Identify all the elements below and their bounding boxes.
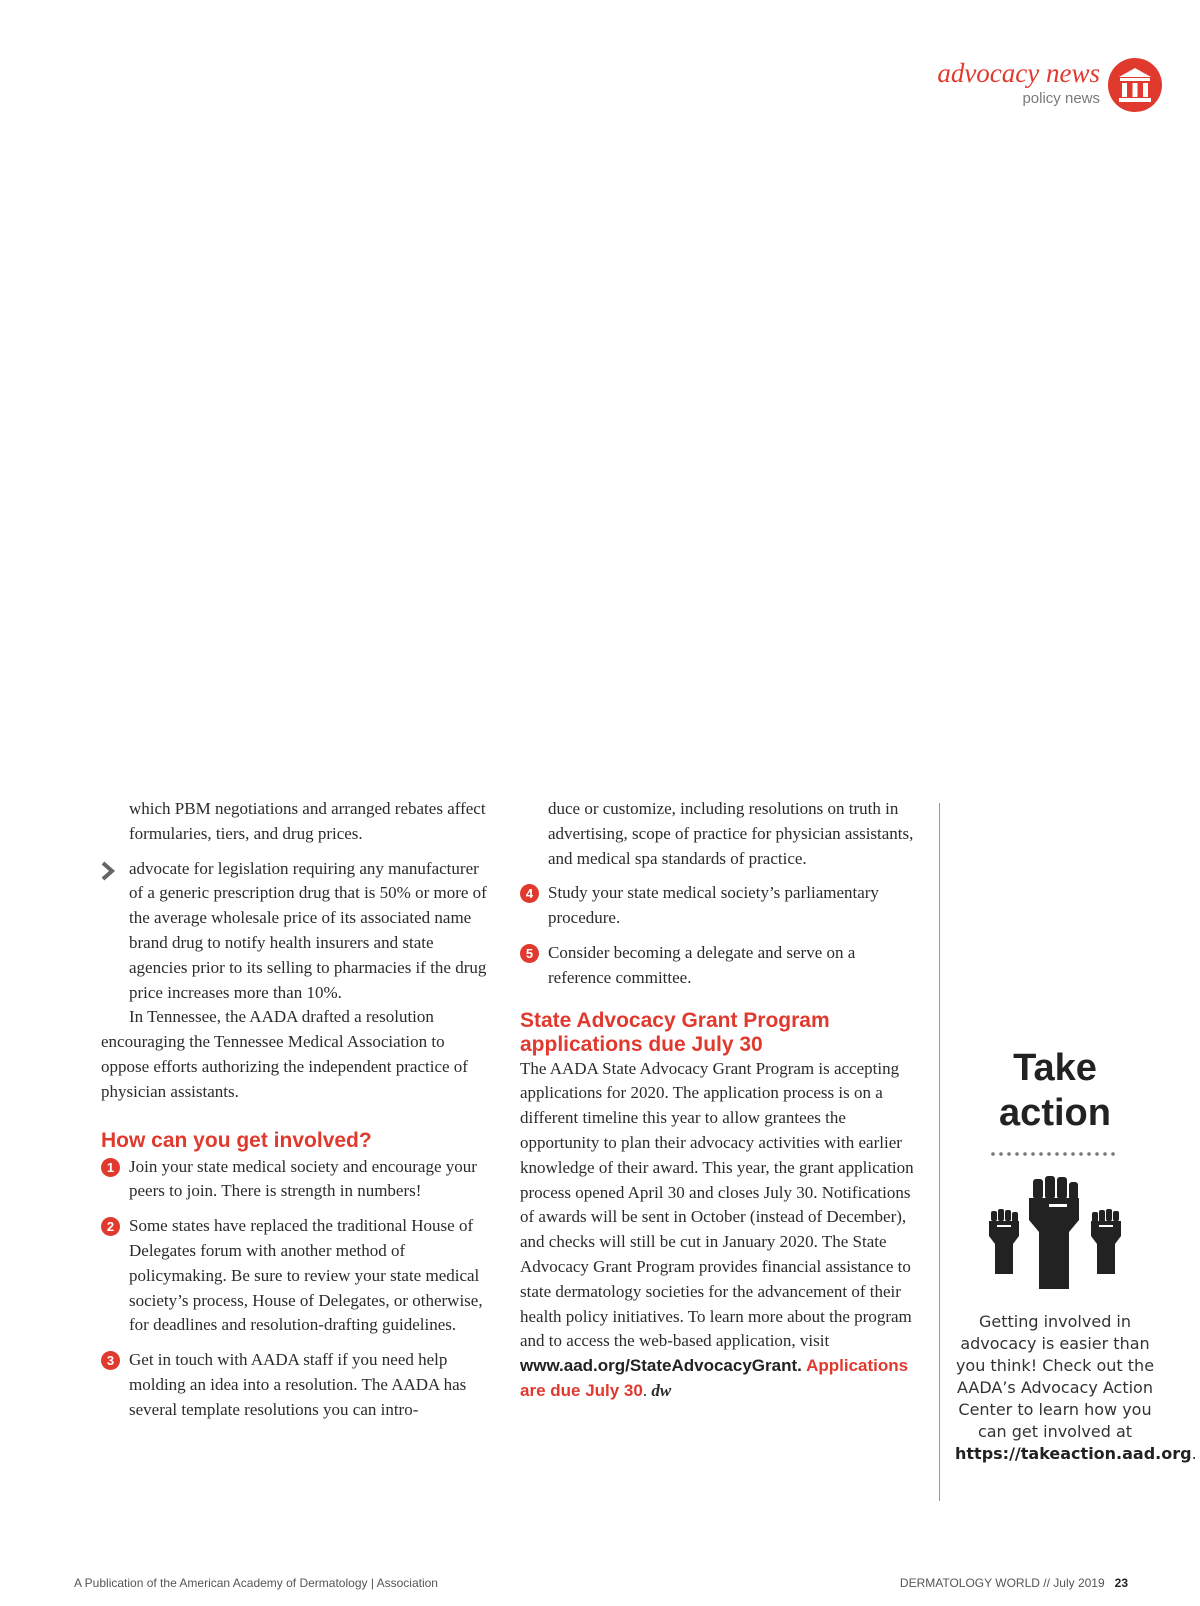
list-item [101, 1155, 496, 1205]
tennessee-paragraph: In Tennessee, the AADA drafted a resolution encouraging the Tennessee Medical Association to oppose efforts authorizing the independent practice of physician assistants. [101, 1007, 468, 1101]
raised-fists-icon [955, 1174, 1155, 1294]
chevron-right-icon [100, 861, 116, 889]
footer-publication: A Publication of the American Academy of Dermatology | Association [74, 1576, 438, 1590]
article-column-2 [520, 797, 915, 1404]
dotted-divider [955, 1144, 1155, 1150]
article-column-1 [101, 797, 496, 1423]
grant-body-text: The AADA State Advocacy Grant Program is accepting applications for 2020. The application process is on a different timeline this year to allow grantees the opportunity to plan their advocacy activities with earlier knowledge of their award. This year, the grant application process opened April 30 and closes July 30. Notifications of awards will be sent in October (instead of December), and checks will still be cut in January 2020. The State Advocacy Grant Program provides financial assistance to state dermatology societies for the advancement of their health policy initiatives. To learn more about the program and to access the web-based application, visit [520, 1058, 914, 1351]
bullet-item [101, 857, 496, 1006]
continued-text: which PBM negotiations and arranged rebates affect formularies, tiers, and drug prices. [129, 799, 486, 843]
sidebar-text: Getting involved in advocacy is easier than you think! Check out the AADA’s Advocacy Action Center to learn how you can get involved at https://takeaction.aad.org. [955, 1312, 1197, 1463]
page-number: 23 [1114, 1576, 1128, 1590]
government-building-icon [1107, 57, 1163, 113]
list-item-text: Study your state medical society’s parliamentary procedure. [548, 883, 879, 928]
list-item-text: Consider becoming a delegate and serve on a reference committee. [548, 942, 856, 987]
continued-text: duce or customize, including resolutions on truth in advertising, scope of practice for physician assistants, and medical spa standards of practice. [548, 799, 914, 868]
involved-heading: How can you get involved? [101, 1128, 372, 1152]
footer-magazine: DERMATOLOGY WORLD // July 2019 [899, 1576, 1105, 1590]
section-header [937, 58, 1100, 108]
list-item [520, 881, 915, 931]
grant-link[interactable]: www.aad.org/StateAdvocacyGrant. [520, 1356, 802, 1376]
number-badge: 1 [101, 1158, 120, 1177]
list-item [101, 1214, 496, 1338]
number-badge: 3 [101, 1351, 120, 1370]
deadline-text: Applications are due July 30 [520, 1356, 909, 1400]
bullet-text: advocate for legislation requiring any manufacturer of a generic prescription drug that is 50% or more of the average wholesale price of its associated name brand drug to notify health insurers and state agencies prior to its selling to pharmacies if the drug price increases more than 10%. [129, 858, 487, 1002]
list-item-text: Join your state medical society and encourage your peers to join. There is strength in numbers! [129, 1156, 477, 1201]
section-title: advocacy news [937, 58, 1100, 88]
sidebar-body: Getting involved in advocacy is easier than you think! Check out the AADA’s Advocacy Action Center to learn how you can get involved at [955, 1312, 1155, 1441]
sidebar-title-line1: Take [1013, 1047, 1097, 1089]
grant-heading: State Advocacy Grant Program applications due July 30 [520, 1008, 830, 1056]
number-badge: 2 [101, 1217, 120, 1236]
grant-body: The AADA State Advocacy Grant Program is accepting applications for 2020. The application process is on a different timeline this year to allow grantees the opportunity to plan their advocacy activities with earlier knowledge of their award. This year, the grant application process opened April 30 and closes July 30. Notifications of awards will be sent in October (instead of December), and checks will still be cut in January 2020. The State Advocacy Grant Program provides financial assistance to state dermatology societies for the advancement of their health policy initiatives. To learn more about the program and to access the web-based application, visit www.aad.org/StateAdvocacyGrant. Applications are due July 30. dw [520, 1058, 914, 1400]
column-divider [939, 803, 940, 1501]
list-item-text: Some states have replaced the traditional House of Delegates forum with another method of policymaking. Be sure to review your state medical society’s process, House of Delegates, or otherwise, for deadlines and resolution-drafting guidelines. [129, 1216, 483, 1335]
takeaction-link[interactable]: https://takeaction.aad.org [955, 1444, 1192, 1463]
footer-right [900, 1575, 1128, 1591]
number-badge: 5 [520, 944, 539, 963]
author-initials: dw [651, 1380, 672, 1400]
list-item-text: Get in touch with AADA staff if you need help molding an idea into a resolution. The AADA has several template resolutions you can intro- [129, 1350, 467, 1419]
number-badge: 4 [520, 884, 539, 903]
list-item [101, 1348, 496, 1422]
list-item [520, 941, 915, 991]
sidebar-title-line2: action [999, 1092, 1111, 1134]
section-subtitle: policy news [1022, 90, 1100, 107]
sidebar-title [955, 1046, 1155, 1136]
